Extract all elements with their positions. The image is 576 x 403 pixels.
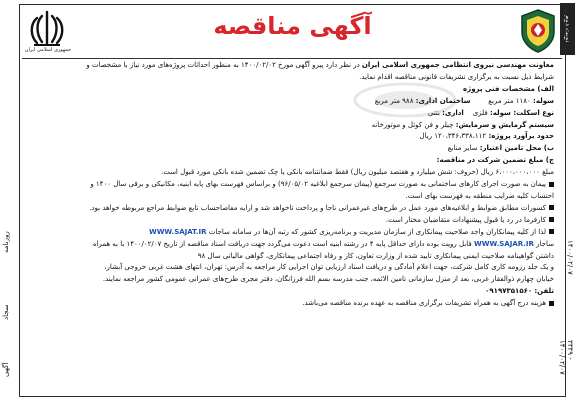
newspaper-name-vertical-3: آگهی bbox=[2, 362, 10, 378]
police-logo-icon bbox=[518, 8, 558, 54]
bullet-icon bbox=[549, 182, 554, 187]
condition-4-text: لذا از کلیه پیمانکاران واجد صلاحیت پیمانکاری از سازمان مدیریت و برنامه‌ریزی کشور که رتبه آن‌ها در سامانه ساجات bbox=[208, 227, 546, 236]
condition-5-text: هزینه درج آگهی به همراه تشریفات برگزاری مناقصه به عهده برنده مناقصه می‌باشد. bbox=[302, 299, 546, 308]
guarantee-amount: مبلغ ۶،۰۰۰،۰۰۰،۰۰۰ ریال (حروف: شش میلیارد و هفتصد میلیون ریال) فقط ضمانتنامه بانکی یا چک تضمین شده بانکی مورد قبول است. bbox=[160, 168, 554, 177]
section-a-heading bbox=[24, 84, 554, 96]
spec-row-area bbox=[24, 96, 554, 108]
bullet-icon bbox=[549, 205, 554, 210]
phone-number: ۰۹۱۹۷۳۵۱۵۶۰ bbox=[485, 287, 533, 296]
spec-value-hall: ۱۱۸۰ متر مربع bbox=[488, 96, 531, 105]
condition-4 bbox=[24, 227, 554, 239]
phone-label: تلفن: bbox=[534, 287, 554, 296]
emblem-caption: جمهوری اسلامی ایران bbox=[24, 47, 72, 53]
section-c-title: ج) مبلغ تضمین شرکت در مناقصه: bbox=[436, 156, 554, 165]
section-a-title: الف) مشخصات فنی پروژه bbox=[463, 84, 554, 93]
contact-phone-row bbox=[24, 286, 554, 298]
condition-3-text: کارفرما در رد یا قبول پیشنهادات متقاضیان مختار است. bbox=[385, 215, 546, 224]
condition-5 bbox=[24, 298, 554, 310]
condition-4-line-3: داشتن گواهینامه صلاحیت ایمنی پیمانکاری تایید شده از وزارت تعاون، کار و رفاه اجتماعی پیمانکاری، گواهی مالیاتی سال ۹۸ bbox=[197, 251, 554, 260]
issue-date: ۱۴۰۰/۰۲/۰۷ bbox=[566, 240, 574, 275]
spec-row-hvac bbox=[24, 120, 554, 132]
spec-label-hvac: سیستم گرمایش و سرمایش: bbox=[455, 120, 554, 129]
spec-value-estimate: ۱۲۰،۳۴۶،۳۳۸،۱۱۲ ریال bbox=[419, 132, 489, 141]
condition-1-text: پیمان به صورت اجرای کارهای ساختمانی به صورت سرجمع (پیمان سرجمع ابلاغیه ۹۶/۰۵/۰۲) و براساس فهرست بهای پایه ابنیه، مکانیکی و برقی سال ۱۴۰۰ و bbox=[90, 180, 546, 189]
iran-emblem-icon bbox=[26, 8, 68, 48]
spec-value-office: ۹۸۸ متر مربع bbox=[374, 96, 414, 105]
spec-label-hall: سوله: bbox=[533, 96, 554, 105]
issue-tag: نوبت دوم bbox=[560, 3, 575, 55]
spec-row-estimate bbox=[24, 131, 554, 143]
condition-1 bbox=[24, 179, 554, 191]
newspaper-name-vertical-2: سجاد bbox=[2, 304, 10, 321]
intro-line bbox=[24, 60, 554, 72]
spec-value-hvac: چیلر و فن کوئل و موتورخانه bbox=[371, 120, 456, 129]
issue-number-date: ۳۳۴۹ - ۱۴۰۰/۰۲/۰۷ bbox=[558, 340, 574, 375]
header-divider bbox=[22, 58, 562, 59]
intro-line-2: شرایط ذیل نسبت به برگزاری تشریفات قانونی مناقصه اقدام نماید. bbox=[359, 72, 554, 81]
funding-source: سایر منابع bbox=[447, 144, 480, 153]
spec-value-office-frame: بتنی bbox=[427, 108, 440, 117]
sajar-prefix: ساجار bbox=[536, 239, 554, 248]
condition-2 bbox=[24, 203, 554, 215]
section-c-heading bbox=[24, 155, 554, 167]
spec-value-frame: فلزی bbox=[472, 108, 488, 117]
page-title: آگهی مناقصه bbox=[213, 12, 372, 40]
notice-body bbox=[24, 60, 554, 390]
condition-1-cont: احتساب کلیه ضرایب منطقه به فهرست بهای است. bbox=[405, 191, 554, 200]
issuer-name: معاونت مهندسی نیروی انتظامی جمهوری اسلامی ایران bbox=[361, 61, 554, 69]
condition-4-cont: قابل رویت بوده دارای حداقل پایه ۴ در رشته ابنیه است دعوت می‌گردد جهت دریافت اسناد مناقصه از تاریخ ۱۴۰۰/۰۲/۰۷ با به همراه bbox=[92, 239, 472, 248]
bullet-icon bbox=[549, 229, 554, 234]
condition-3 bbox=[24, 215, 554, 227]
section-b-heading bbox=[24, 143, 554, 155]
condition-2-text: کسورات مطابق ضوابط و ابلاغیه‌های مورد عمل در طرح‌های غیرعمرانی ناجا و پرداخت تاخواهد شد و ارایه مفاصاحساب تابع ضوابط مراجع مربوطه خواهد بود. bbox=[89, 203, 546, 212]
condition-4-line-4: و یک جلد رزومه کاری کامل شرکت، جهت اعلام آمادگی و دریافت اسناد ارزیابی توان اجرایی کار مراجعه به آدرس: تهران، انتهای هشت غربی خروجی آبشار، bbox=[104, 263, 554, 272]
spec-row-structure bbox=[24, 108, 554, 120]
newspaper-name-vertical: روزنامه bbox=[2, 231, 10, 254]
bullet-icon bbox=[549, 301, 554, 306]
bullet-icon bbox=[549, 217, 554, 222]
spec-label-office-frame: اداری: bbox=[442, 108, 464, 117]
condition-4-line-5: خیابان چهارم ذوالفقار غربی، بعد از منزل سازمانی تامین الائمه، جنب مدرسه بسم الله فرزانگان، دفتر مجری طرح‌های عمرانی عمومی کشور مراجعه نمایند. bbox=[102, 275, 554, 284]
spec-label-frame: نوع اسکلت: سوله: bbox=[489, 108, 554, 117]
section-b-title: ب) محل تامین اعتبار: bbox=[479, 144, 554, 153]
condition-4-line-2 bbox=[24, 239, 554, 251]
sajat-link[interactable]: WWW.SAJAT.IR bbox=[148, 227, 207, 236]
left-margin-strip bbox=[0, 0, 18, 403]
intro-text: در نظر دارد پیرو آگهی مورخ ۱۴۰۰/۰۲/۰۲ به منظور احداثات پروژه‌های مورد نیاز با مشخصات و bbox=[86, 61, 362, 69]
spec-label-estimate: حدود برآورد پروژه: bbox=[488, 132, 554, 141]
spec-label-office: ساختمان اداری: bbox=[415, 96, 471, 105]
sajar-link[interactable]: WWW.SAJAR.IR bbox=[474, 239, 534, 248]
